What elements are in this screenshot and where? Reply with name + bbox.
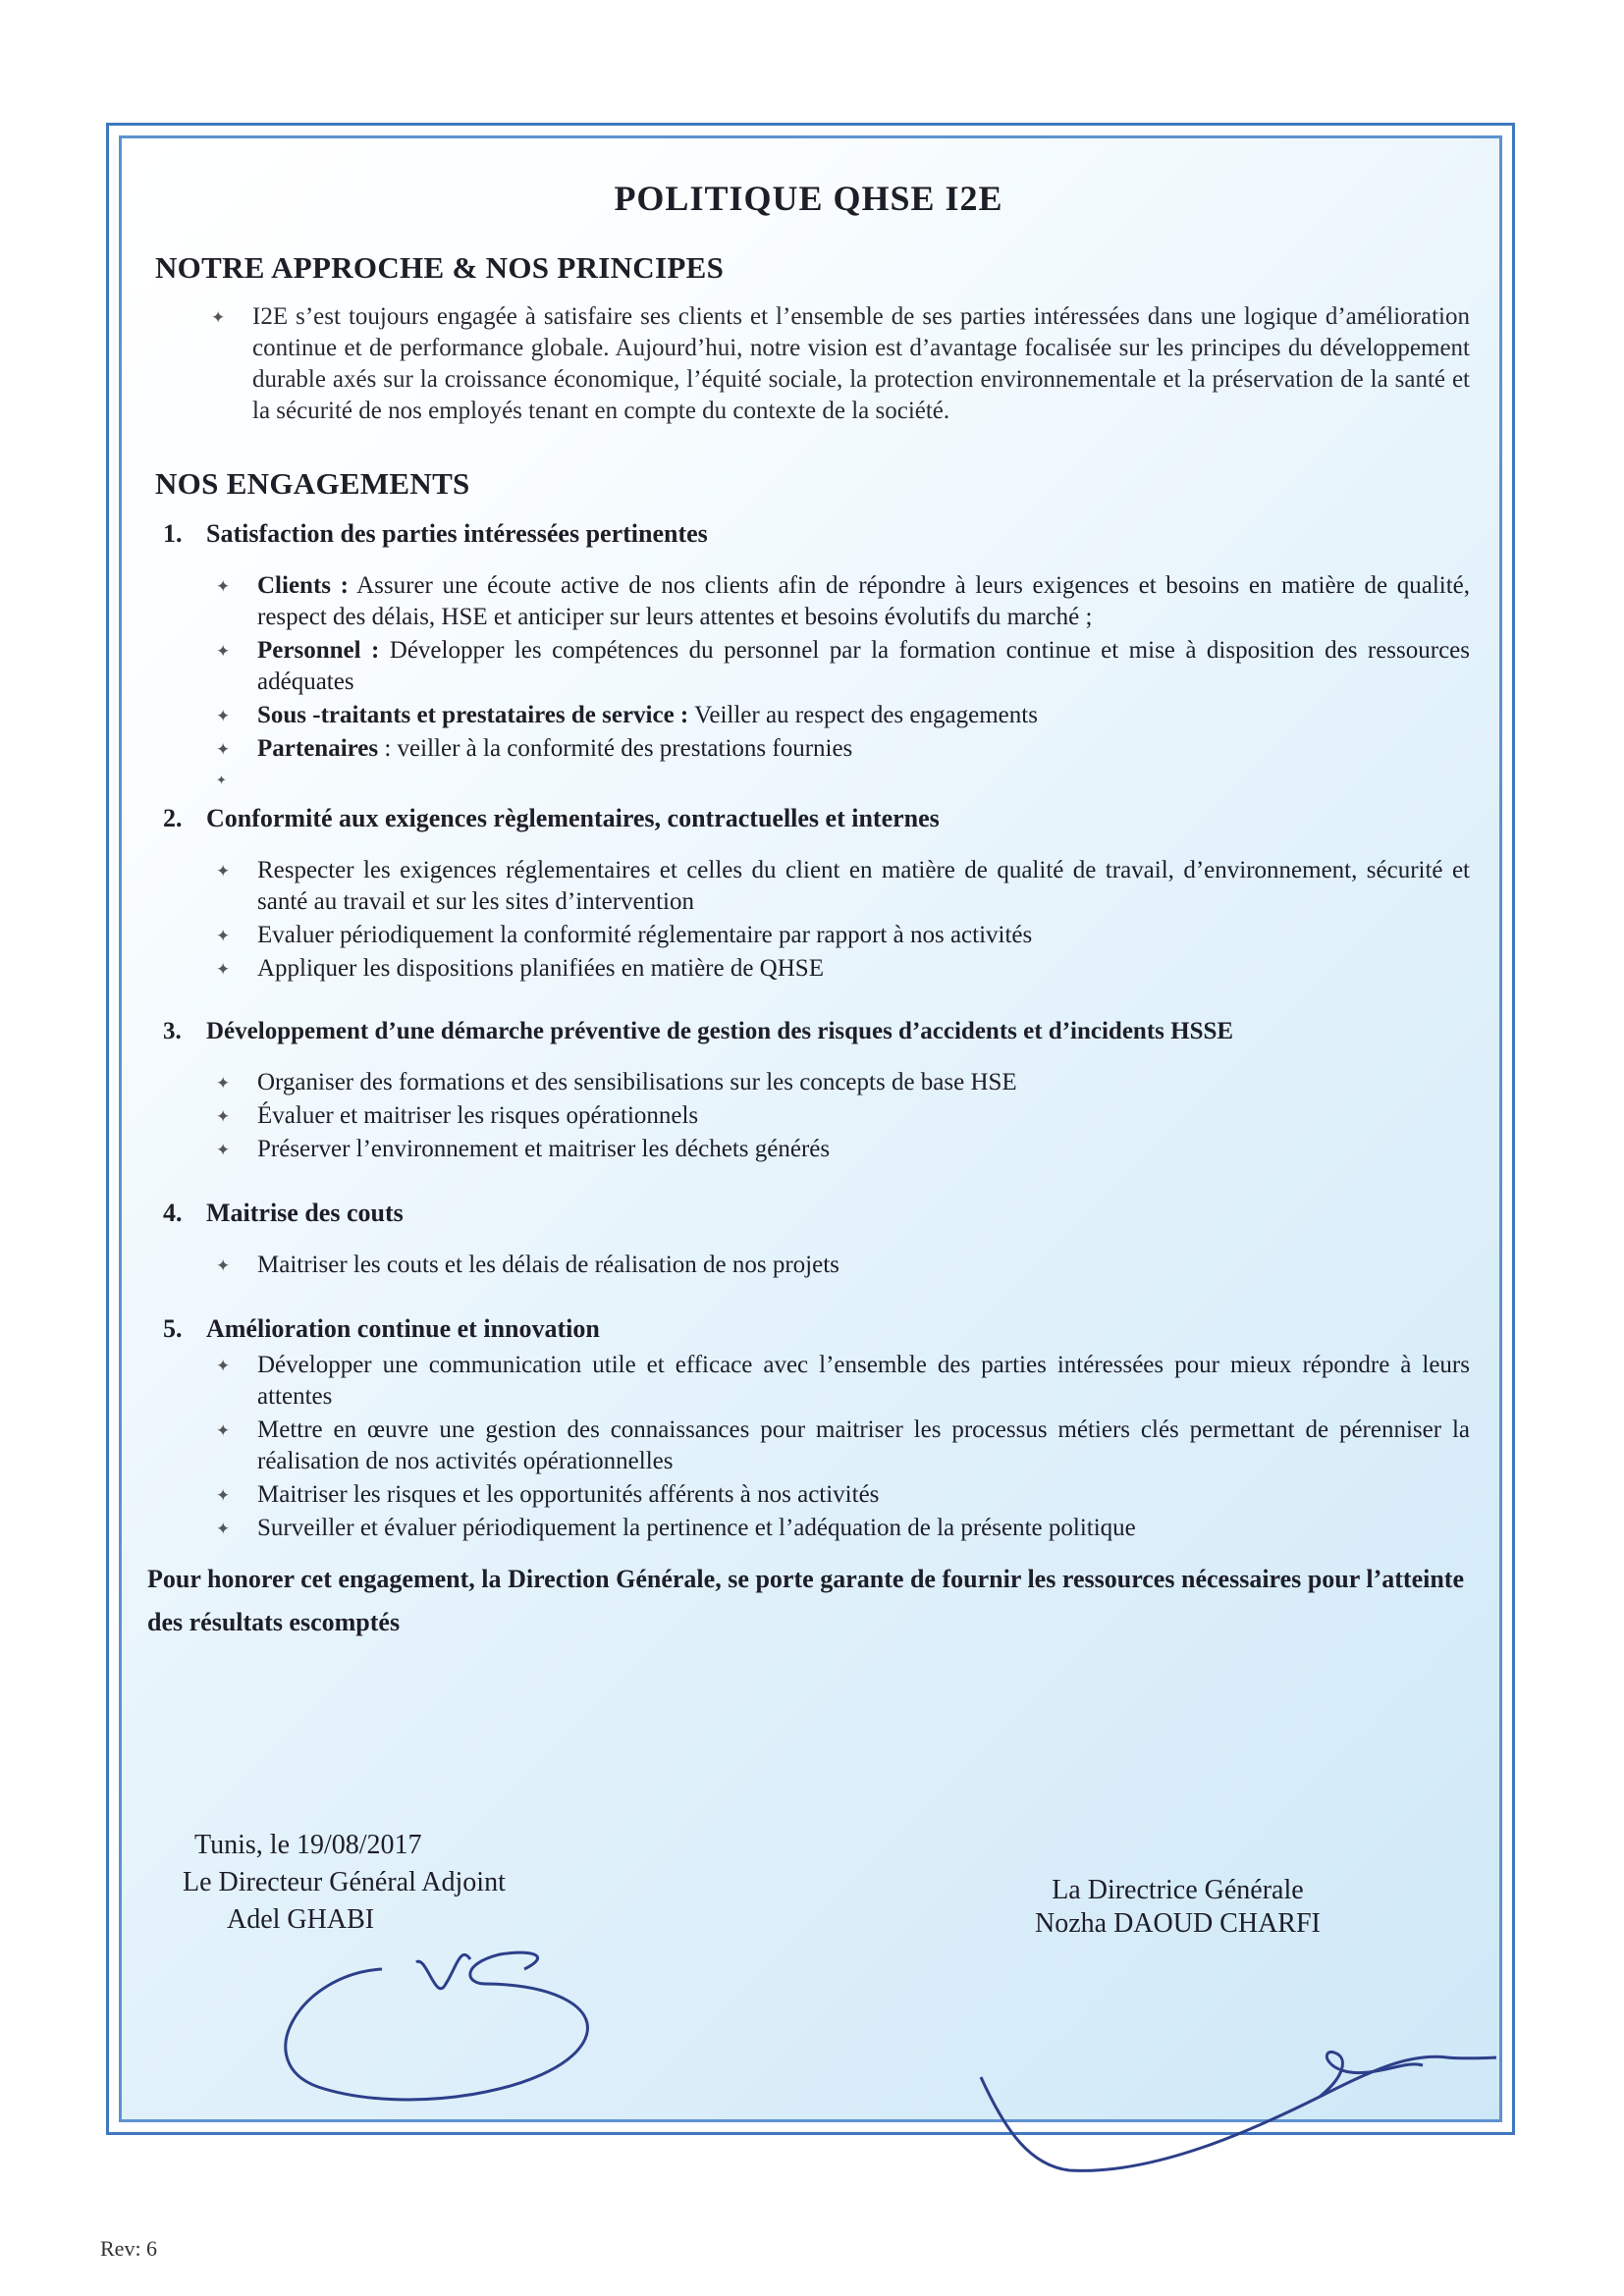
section-heading — [147, 1018, 1470, 1045]
section-title: Amélioration continue et innovation — [206, 1314, 600, 1343]
section-title: Maitrise des couts — [206, 1199, 404, 1227]
section-number: 2. — [163, 804, 183, 832]
signatory-name: Adel GHABI — [227, 1904, 375, 1935]
bullet-icon: ✦ — [216, 740, 231, 759]
section-list — [147, 1067, 1470, 1165]
item-text: Développer les compétences du personnel par la formation continue et mise à disposition des ressources adéquates — [257, 637, 1470, 695]
place-date: Tunis, le 19/08/2017 — [194, 1830, 422, 1860]
section-list — [147, 570, 1470, 786]
bullet-icon: ✦ — [216, 642, 231, 661]
handwritten-signature-right — [858, 1959, 1496, 2185]
document-frame — [106, 123, 1515, 2135]
item-label: Sous -traitants et prestataires de service : — [257, 702, 689, 728]
section-number: 1. — [163, 519, 183, 548]
item-text: Evaluer périodiquement la conformité réglementaire par rapport à nos activités — [257, 922, 1033, 948]
section-number: 5. — [163, 1314, 183, 1343]
item-text: Préserver l’environnement et maitriser les déchets générés — [257, 1136, 831, 1162]
bullet-icon: ✦ — [216, 1520, 231, 1538]
item-text: Assurer une écoute active de nos clients afin de répondre à leurs exigences et besoins en matière de qualité, respect des délais, HSE et anticiper sur leurs attentes et besoins évolutifs du marché ; — [257, 572, 1471, 630]
bullet-icon: ✦ — [216, 1141, 231, 1159]
document-content — [147, 178, 1470, 1644]
section-list — [147, 855, 1470, 985]
list-item — [147, 700, 1470, 731]
signatory-title: La Directrice Générale — [1052, 1875, 1304, 1905]
list-item — [147, 733, 1470, 765]
empty-list-item — [147, 767, 1470, 786]
section-list — [147, 1350, 1470, 1544]
list-item — [147, 855, 1470, 918]
signature-block-right — [1035, 1874, 1321, 1941]
approach-paragraph — [147, 301, 1470, 427]
page-title: POLITIQUE QHSE I2E — [614, 179, 1003, 218]
section-title: Développement d’une démarche préventive de gestion des risques d’accidents et d’incidents HSSE — [206, 1018, 1234, 1044]
item-text: Développer une communication utile et efficace avec l’ensemble des parties intéressées pour mieux répondre à leurs attentes — [257, 1352, 1470, 1410]
list-item — [147, 1100, 1470, 1132]
item-text: Veiller au respect des engagements — [688, 702, 1038, 728]
approach-heading: NOTRE APPROCHE & NOS PRINCIPES — [155, 250, 725, 285]
bullet-icon: ✦ — [216, 927, 231, 945]
section-list — [147, 1250, 1470, 1281]
list-item — [147, 1134, 1470, 1165]
item-text: Respecter les exigences réglementaires et celles du client en matière de qualité de travail, d’environnement, sécurité et santé au travail et sur les sites d’intervention — [257, 857, 1470, 915]
item-text: Organiser des formations et des sensibilisations sur les concepts de base HSE — [257, 1069, 1017, 1095]
list-item — [147, 953, 1470, 985]
bullet-icon: ✦ — [216, 577, 231, 596]
approach-list — [147, 301, 1470, 427]
list-item — [147, 1250, 1470, 1281]
bullet-icon: ✦ — [216, 773, 227, 787]
item-text: Surveiller et évaluer périodiquement la pertinence et l’adéquation de la présente politique — [257, 1515, 1136, 1541]
revision-label: Rev: 6 — [100, 2236, 158, 2261]
bullet-icon: ✦ — [216, 1074, 231, 1093]
signatory-name: Nozha DAOUD CHARFI — [1035, 1908, 1321, 1939]
section-number: 3. — [163, 1018, 182, 1044]
item-text: Maitriser les couts et les délais de réalisation de nos projets — [257, 1252, 839, 1278]
item-label: Clients : — [257, 572, 349, 599]
bullet-icon: ✦ — [216, 960, 231, 979]
bullet-icon: ✦ — [216, 1486, 231, 1505]
bullet-icon: ✦ — [211, 308, 226, 327]
bullet-icon: ✦ — [216, 707, 231, 725]
list-item — [147, 920, 1470, 951]
bullet-icon: ✦ — [216, 862, 231, 881]
list-item — [147, 570, 1470, 633]
item-label: Personnel : — [257, 637, 380, 664]
signatory-title: Le Directeur Général Adjoint — [183, 1867, 506, 1897]
list-item — [147, 1067, 1470, 1098]
engagements-heading: NOS ENGAGEMENTS — [155, 466, 470, 501]
list-item — [147, 1513, 1470, 1544]
section-heading — [147, 1314, 1470, 1344]
handwritten-signature-left — [259, 1915, 731, 2161]
item-text: Appliquer les dispositions planifiées en matière de QHSE — [257, 955, 824, 982]
section-heading — [147, 1199, 1470, 1228]
item-text: Évaluer et maitriser les risques opérationnels — [257, 1102, 699, 1129]
bullet-icon: ✦ — [216, 1357, 231, 1375]
bullet-icon: ✦ — [216, 1107, 231, 1126]
bullet-icon: ✦ — [216, 1421, 231, 1440]
section-title: Satisfaction des parties intéressées pertinentes — [206, 519, 708, 548]
item-text: Maitriser les risques et les opportunités afférents à nos activités — [257, 1481, 880, 1508]
section-title: Conformité aux exigences règlementaires, contractuelles et internes — [206, 804, 940, 832]
item-label: Partenaires — [257, 735, 379, 762]
item-text: Mettre en œuvre une gestion des connaissances pour maitriser les processus métiers clés permettant de pérenniser la réalisation de nos activités opérationnelles — [257, 1416, 1470, 1474]
section-number: 4. — [163, 1199, 183, 1227]
list-item — [147, 1479, 1470, 1511]
section-heading — [147, 804, 1470, 833]
document-inner-frame — [119, 135, 1502, 2122]
item-text: : veiller à la conformité des prestations fournies — [378, 735, 853, 762]
list-item — [147, 1350, 1470, 1413]
closing-statement: Pour honorer cet engagement, la Direction Générale, se porte garante de fournir les ressources nécessaires pour l’atteinte des résultats escomptés — [147, 1565, 1464, 1636]
list-item — [147, 1415, 1470, 1477]
approach-text: I2E s’est toujours engagée à satisfaire ses clients et l’ensemble de ses parties intéressées dans une logique d’amélioration continue et de performance globale. Aujourd’hui, notre vision est d’avantage focalisée sur les principes du développement durable axés sur la croissance économique, l’équité sociale, la protection environnementale et la préservation de la santé et la sécurité de nos employés tenant en compte du contexte de la société. — [252, 303, 1470, 424]
bullet-icon: ✦ — [216, 1256, 231, 1275]
section-heading — [147, 519, 1470, 549]
list-item — [147, 635, 1470, 698]
